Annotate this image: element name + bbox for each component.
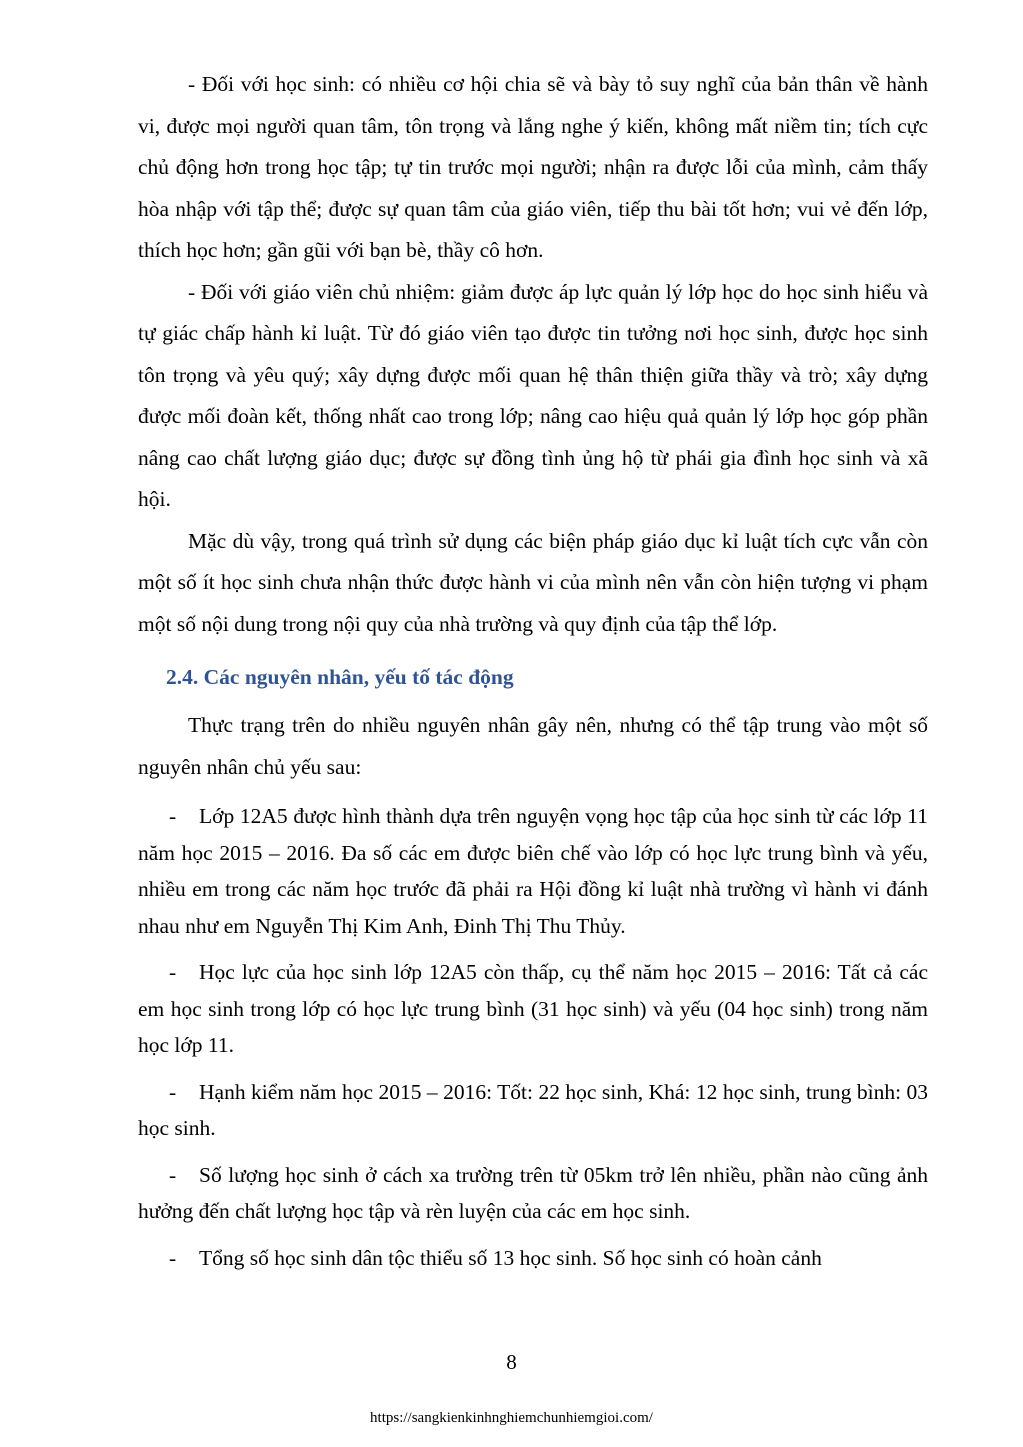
paragraph-limitations: Mặc dù vậy, trong quá trình sử dụng các biện pháp giáo dục kỉ luật tích cực vẫn còn một số ít học sinh chưa nhận thức được hành vi của mình nên vẫn còn hiện tượng vi phạm một số nội dung trong nội quy của nhà trường và quy định của tập thể lớp.: [138, 528, 928, 636]
bullet-dash: -: [169, 1079, 177, 1104]
list-item: [138, 954, 928, 1064]
paragraph-students-benefits: - Đối với học sinh: có nhiều cơ hội chia sẽ và bày tỏ suy nghĩ của bản thân về hành vi, được mọi người quan tâm, tôn trọng và lắng nghe ý kiến, không mất niềm tin; tích cực chủ động hơn trong học tập; tự tin trước mọi người; nhận ra được lỗi của mình, cảm thấy hòa nhập với tập thể; được sự quan tâm của giáo viên, tiếp thu bài tốt hơn; vui vẻ đến lớp, thích học hơn; gần gũi với bạn bè, thầy cô hơn.: [138, 72, 928, 262]
section-heading: 2.4. Các nguyên nhân, yếu tố tác động: [166, 665, 514, 689]
list-item: [138, 798, 928, 944]
bullet-dash: -: [169, 960, 177, 984]
list-item-text: Số lượng học sinh ở cách xa trường trên từ 05km trở lên nhiều, phần nào cũng ảnh hưởng đến chất lượng học tập và rèn luyện của các em học sinh.: [138, 1162, 928, 1223]
body-text: [138, 64, 928, 1286]
bullet-dash: -: [169, 1245, 177, 1270]
list-item-text: Lớp 12A5 được hình thành dựa trên nguyện vọng học tập của học sinh từ các lớp 11 năm học 2015 – 2016. Đa số các em được biên chế vào lớp có học lực trung bình và yếu, nhiều em trong các năm học trước đã phải ra Hội đồng kỉ luật nhà trường vì hành vi đánh nhau như em Nguyễn Thị Kim Anh, Đinh Thị Thu Thủy.: [138, 804, 928, 938]
list-item: [138, 1240, 928, 1277]
footer-url[interactable]: https://sangkienkinhnghiemchunhiemgioi.com/: [370, 1410, 653, 1426]
list-item: [138, 1157, 928, 1230]
list-item: [138, 1074, 928, 1147]
bullet-dash: -: [169, 1162, 177, 1187]
page-number: 8: [506, 1350, 517, 1374]
list-item-text: Học lực của học sinh lớp 12A5 còn thấp, cụ thể năm học 2015 – 2016: Tất cả các em học sinh trong lớp có học lực trung bình (31 học sinh) và yếu (04 học sinh) trong năm học lớp 11.: [138, 960, 928, 1057]
paragraph-teacher-benefits: - Đối với giáo viên chủ nhiệm: giảm được áp lực quản lý lớp học do học sinh hiểu và tự giác chấp hành kỉ luật. Từ đó giáo viên tạo được tin tưởng nơi học sinh, được học sinh tôn trọng và yêu quý; xây dựng được mối quan hệ thân thiện giữa thầy và trò; xây dựng được mối đoàn kết, thống nhất cao trong lớp; nâng cao hiệu quả quản lý lớp học góp phần nâng cao chất lượng giáo dục; được sự đồng tình ủng hộ từ phái gia đình học sinh và xã hội.: [138, 279, 928, 511]
list-item-text: Tổng số học sinh dân tộc thiểu số 13 học sinh. Số học sinh có hoàn cảnh: [199, 1245, 822, 1270]
list-item-text: Hạnh kiểm năm học 2015 – 2016: Tốt: 22 học sinh, Khá: 12 học sinh, trung bình: 03 học sinh.: [138, 1079, 928, 1140]
paragraph-intro: Thực trạng trên do nhiều nguyên nhân gây nên, nhưng có thể tập trung vào một số nguyên nhân chủ yếu sau:: [138, 713, 928, 779]
bullet-dash: -: [169, 804, 177, 828]
